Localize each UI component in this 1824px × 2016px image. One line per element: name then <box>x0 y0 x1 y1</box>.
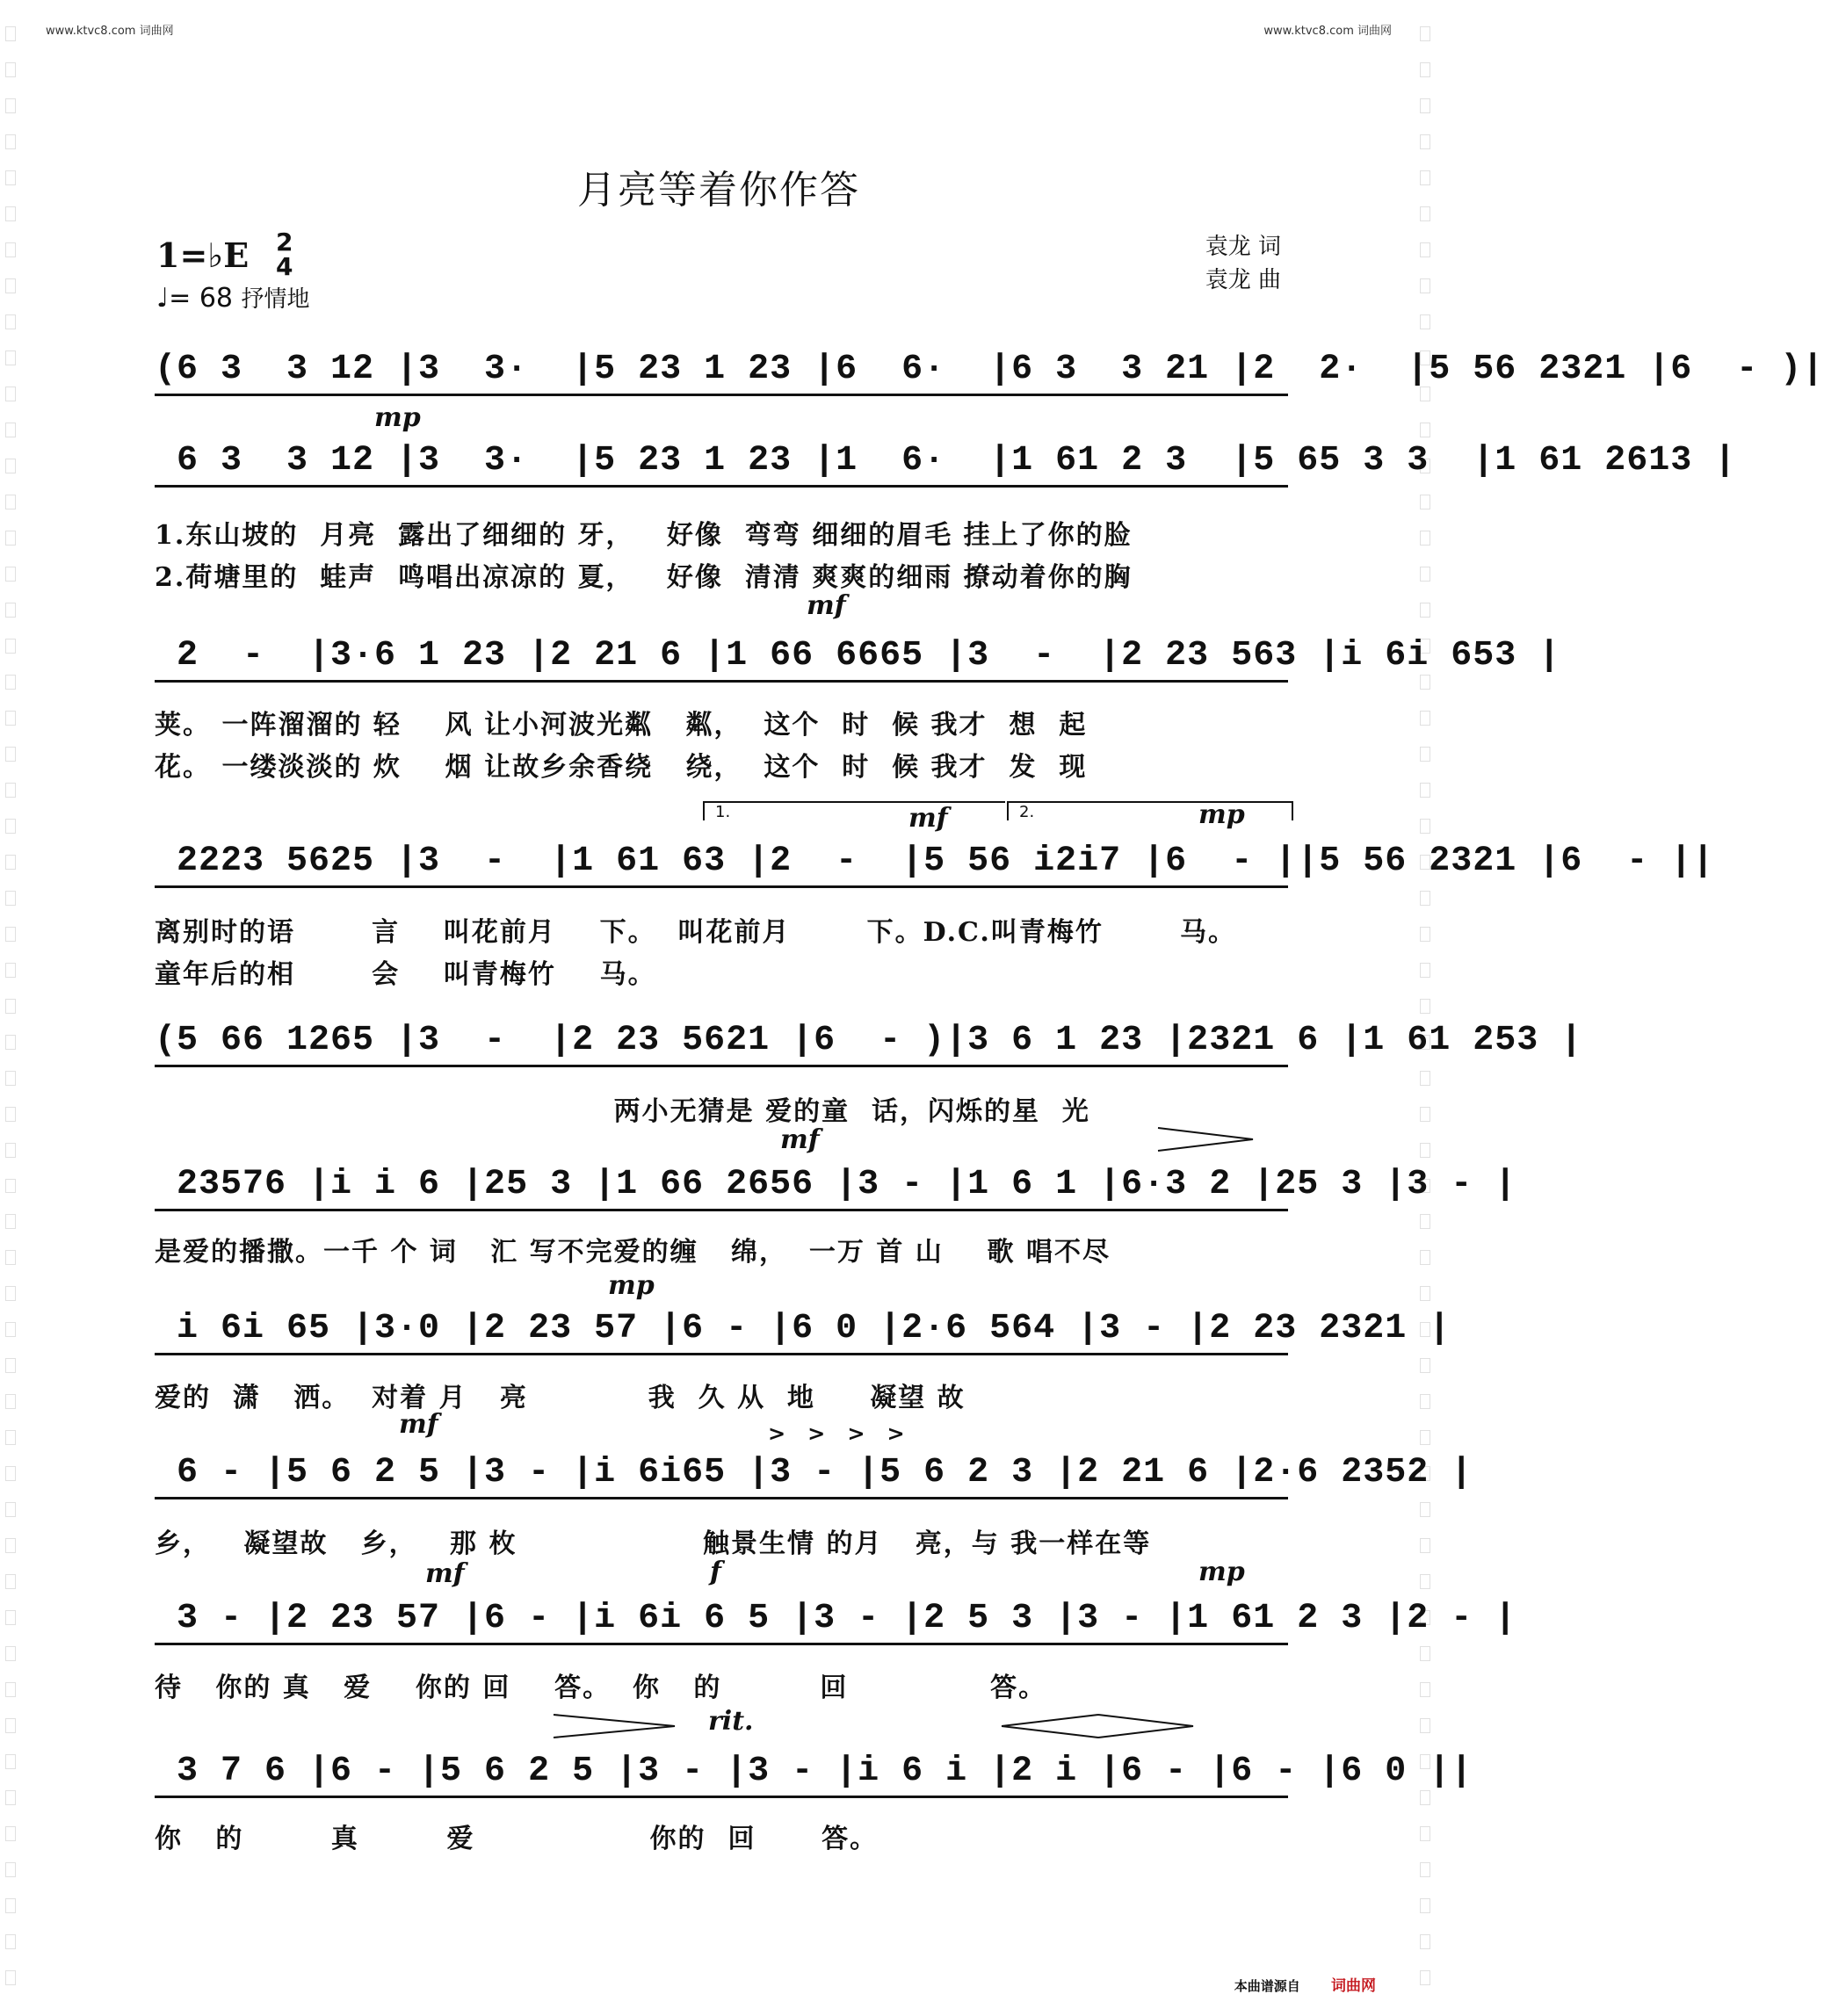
notation-line-8: 6 - |5 6 2 5 |3 - |i 6i65 |3 - |5 6 2 3 |2 21 6 |2·6 2352 | <box>155 1453 1473 1492</box>
tempo-marking <box>156 281 310 314</box>
beam-line <box>155 885 1288 888</box>
lyric-line: 离别时的语 言 叫花前月 下。 叫花前月 下。D.C.叫青梅竹 马。 <box>155 917 1236 948</box>
source-text: 本曲谱源自 <box>1234 1978 1300 1994</box>
dynamic-mark: f <box>710 1557 721 1587</box>
source-footer <box>1234 1973 1376 1995</box>
tempo-value: ♩= 68 <box>156 283 233 314</box>
dynamic-mark: mp <box>608 1270 655 1301</box>
notation-line-5: (5 66 1265 |3 - |2 23 5621 |6 - )|3 6 1 23 |2321 6 |1 61 253 | <box>155 1021 1583 1060</box>
time-signature-top: 2 <box>276 228 293 257</box>
notation-line-4: 2223 5625 |3 - |1 61 63 |2 - |5 56 i2i7 |6 - ||5 56 2321 |6 - || <box>155 842 1715 881</box>
site-url-left[interactable]: www.ktvc8.com 词曲网 <box>46 25 174 38</box>
notation-line-3: 2 - |3·6 1 23 |2 21 6 |1 66 6665 |3 - |2 23 563 |i 6i 653 | <box>155 636 1561 676</box>
lyric-line: 花。 一缕淡淡的 炊 烟 让故乡余香绕 绕， 这个 时 候 我才 发 现 <box>155 752 1088 783</box>
beam-line <box>155 1209 1288 1211</box>
dynamic-mark: mp <box>1198 1557 1245 1587</box>
dynamic-mark: mf <box>399 1409 438 1440</box>
lyric-line: 待 你的 真 爱 你的 回 答。 你 的 回 答。 <box>155 1673 1047 1703</box>
dynamic-mark: mf <box>425 1558 465 1589</box>
beam-line <box>155 1796 1288 1798</box>
decrescendo-hairpin <box>1158 1126 1255 1153</box>
beam-line <box>155 680 1288 683</box>
accent-marks: > > > > <box>768 1421 905 1446</box>
notation-line-6: 23576 |i i 6 |25 3 |1 66 2656 |3 - |1 6 1 |6·3 2 |25 3 |3 - | <box>155 1165 1517 1204</box>
lyric-line: 童年后的相 会 叫青梅竹 马。 <box>155 959 656 990</box>
dynamic-mark: mf <box>780 1124 820 1155</box>
lyric-line: 荚。 一阵溜溜的 轻 风 让小河波光粼 粼， 这个 时 候 我才 想 起 <box>155 710 1088 741</box>
right-watermark-strip <box>1420 26 1432 1985</box>
lyric-line: 两小无猜是 爱的童 话，闪烁的星 光 <box>155 1096 1090 1127</box>
key-signature: 1=♭E <box>156 235 250 275</box>
lyric-line: 乡， 凝望故 乡， 那 枚 触景生情 的月 亮，与 我一样在等 <box>155 1528 1152 1559</box>
beam-line <box>155 1497 1288 1499</box>
expression-marking: 抒情地 <box>241 286 310 313</box>
lyric-line: 是爱的播撒。一千 个 词 汇 写不完爱的缠 绵， 一万 首 山 歌 唱不尽 <box>155 1237 1111 1268</box>
crescendo-decrescendo-hairpin <box>1002 1713 1195 1739</box>
song-title: 月亮等着你作答 <box>577 168 860 213</box>
lyric-line: 爱的 潇 洒。 对着 月 亮 我 久 从 地 凝望 故 <box>155 1383 966 1413</box>
time-signature-bottom: 4 <box>276 252 293 281</box>
brand-logo[interactable]: 词曲网 <box>1331 1977 1376 1995</box>
lyricist-credit: 袁龙 词 <box>1205 234 1281 260</box>
time-signature <box>276 230 293 279</box>
decrescendo-hairpin <box>554 1713 677 1739</box>
dynamic-mark: mf <box>807 590 846 621</box>
dynamic-mark: mp <box>1198 799 1245 830</box>
credits <box>1205 230 1281 297</box>
beam-line <box>155 1353 1288 1355</box>
notation-line-7: i 6i 65 |3·0 |2 23 57 |6 - |6 0 |2·6 564 |3 - |2 23 2321 | <box>155 1309 1451 1348</box>
beam-line <box>155 1065 1288 1067</box>
composer-credit: 袁龙 曲 <box>1205 267 1281 293</box>
volta-first-ending: 1. <box>703 801 1005 820</box>
notation-line-1: (6 3 3 12 |3 3· |5 23 1 23 |6 6· |6 3 3 21 |2 2· |5 56 2321 |6 - )| <box>155 350 1824 389</box>
notation-line-2: 6 3 3 12 |3 3· |5 23 1 23 |1 6· |1 61 2 3 |5 65 3 3 |1 61 2613 | <box>155 441 1737 481</box>
lyric-line: 1.东山坡的 月亮 露出了细细的 牙， 好像 弯弯 细细的眉毛 挂上了你的脸 <box>155 520 1133 551</box>
notation-line-9: 3 - |2 23 57 |6 - |i 6i 6 5 |3 - |2 5 3 |3 - |1 61 2 3 |2 - | <box>155 1599 1517 1638</box>
dynamic-mark: mf <box>908 803 948 834</box>
volta-second-ending: 2. <box>1007 801 1293 820</box>
left-watermark-strip <box>5 26 18 1985</box>
beam-line <box>155 1643 1288 1645</box>
beam-line <box>155 485 1288 488</box>
beam-line <box>155 394 1288 396</box>
notation-line-10: 3 7 6 |6 - |5 6 2 5 |3 - |3 - |i 6 i |2 i |6 - |6 - |6 0 || <box>155 1752 1473 1791</box>
lyric-line: 你 的 真 爱 你的 回 答。 <box>155 1824 879 1854</box>
dynamic-mark: rit. <box>708 1706 754 1737</box>
dynamic-mark: mp <box>374 402 421 433</box>
lyric-line: 2.荷塘里的 蛙声 鸣唱出凉凉的 夏， 好像 清清 爽爽的细雨 撩动着你的胸 <box>155 562 1133 593</box>
site-url-right[interactable]: www.ktvc8.com 词曲网 <box>1263 25 1392 38</box>
